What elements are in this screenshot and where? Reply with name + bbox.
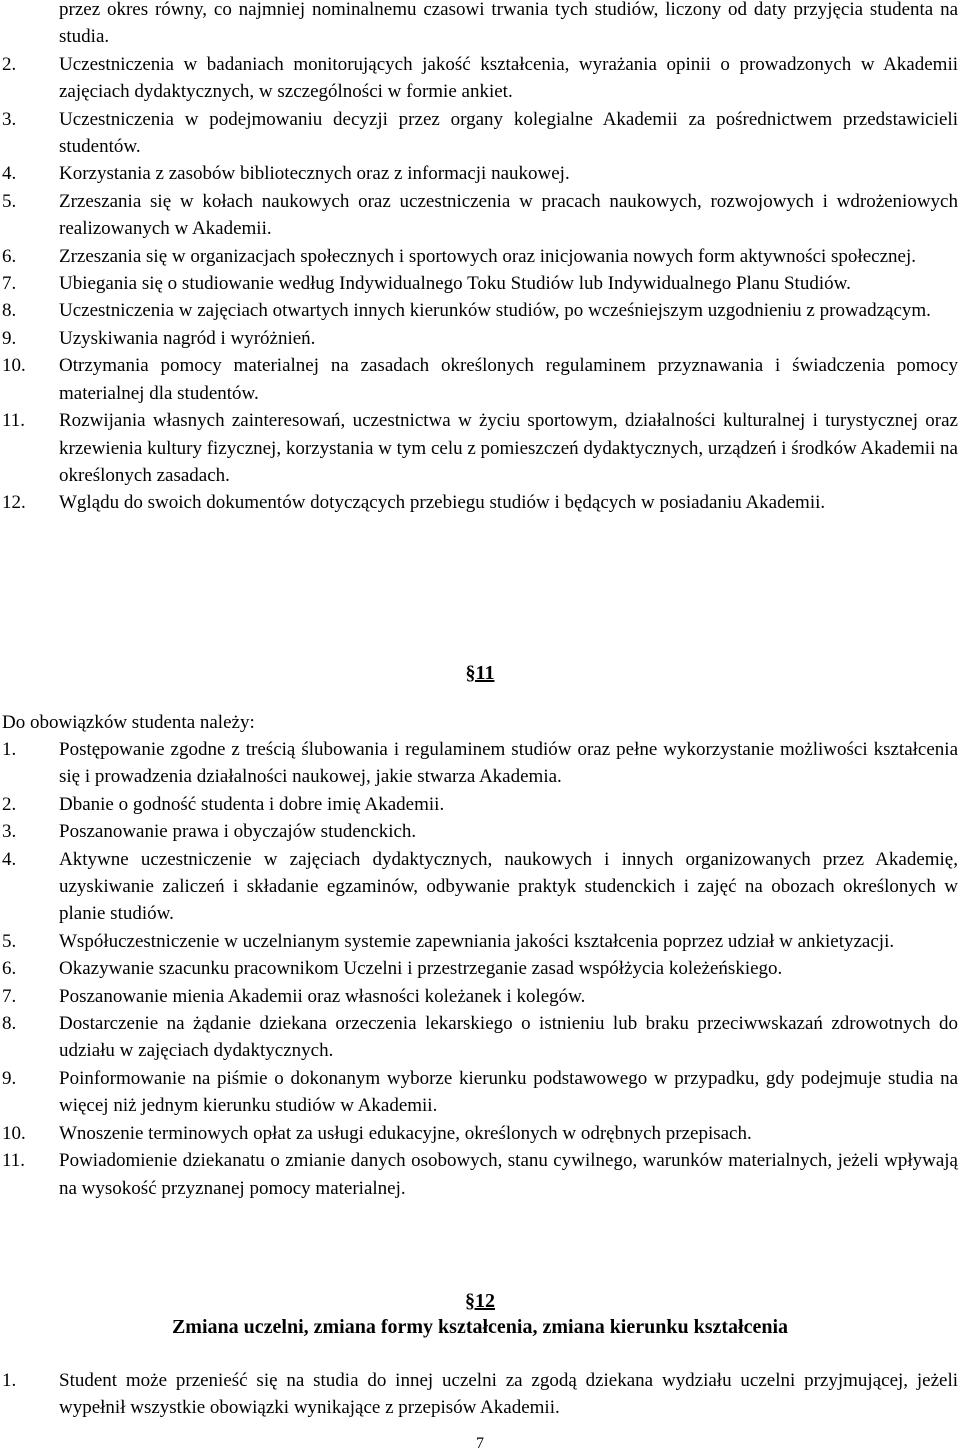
item-text: Student może przenieść się na studia do innej uczelni za zgodą dziekana wydziału uczelni przyjmującej, jeżeli wypełnił wszystkie obowiązki wynikające z przepisów Akademii. bbox=[59, 1370, 958, 1419]
list-item bbox=[0, 489, 958, 516]
item-number: 2. bbox=[2, 793, 17, 815]
item-number: 8. bbox=[2, 300, 17, 322]
list-item bbox=[0, 297, 958, 324]
item-text: Wnoszenie terminowych opłat za usługi edukacyjne, określonych w odrębnych przepisach. bbox=[59, 1122, 752, 1144]
list-item bbox=[0, 352, 958, 407]
list-item bbox=[0, 846, 958, 928]
section-title: Zmiana uczelni, zmiana formy kształcenia, zmiana kierunku kształcenia bbox=[171, 1316, 789, 1338]
item-text: Zrzeszania się w kołach naukowych oraz uczestniczenia w pracach naukowych, rozwojowych i wdrożeniowych realizowanych w Akademii. bbox=[59, 190, 958, 240]
item-text: Otrzymania pomocy materialnej na zasadach określonych regulaminem przyznawania i świadczenia pomocy materialnej dla studentów. bbox=[59, 355, 958, 404]
item-number: 10. bbox=[2, 355, 26, 377]
item-number: 10. bbox=[2, 1122, 26, 1144]
section-heading-11 bbox=[0, 661, 960, 685]
item-text: Poinformowanie na piśmie o dokonanym wyborze kierunku podstawowego w przypadku, gdy podejmuje studia na więcej niż jednym kierunku studiów w Akademii. bbox=[59, 1067, 958, 1117]
item-text: Uzyskiwania nagród i wyróżnień. bbox=[59, 327, 316, 349]
item-text: Uczestniczenia w podejmowaniu decyzji przez organy kolegialne Akademii za pośrednictwem przedstawicieli studentów. bbox=[59, 108, 958, 158]
list-item bbox=[0, 736, 958, 791]
list-item bbox=[0, 818, 958, 845]
item-text: Poszanowanie mienia Akademii oraz własności koleżanek i kolegów. bbox=[59, 985, 586, 1007]
item-number: 11. bbox=[2, 410, 26, 432]
item-text: Rozwijania własnych zainteresowań, uczestnictwa w życiu sportowym, działalności kulturalnej i turystycznej oraz krzewienia kultury fizycznej, korzystania w tym celu z pomieszczeń dydaktycznych, urządzeń i środków Akademii na określonych zasadach. bbox=[59, 410, 958, 486]
item-number: 1. bbox=[2, 1370, 17, 1391]
item-text: Korzystania z zasobów bibliotecznych oraz z informacji naukowej. bbox=[59, 163, 570, 185]
item-text: Okazywanie szacunku pracownikom Uczelni i przestrzeganie zasad współżycia koleżeńskiego. bbox=[59, 958, 783, 980]
list-item bbox=[0, 325, 958, 352]
list-item bbox=[0, 188, 958, 243]
list-item bbox=[0, 1147, 958, 1202]
list-item bbox=[0, 243, 958, 270]
item-number: 8. bbox=[2, 1013, 17, 1035]
item-number: 6. bbox=[2, 958, 17, 980]
item-number: 9. bbox=[2, 1067, 17, 1089]
transfer-list bbox=[0, 1367, 958, 1422]
list-item bbox=[0, 407, 958, 489]
item-text: Postępowanie zgodne z treścią ślubowania i regulaminem studiów oraz pełne wykorzystanie możliwości kształcenia się i prowadzenia działalności naukowej, jakie stwarza Akademia. bbox=[59, 739, 958, 788]
item-number: 1. bbox=[2, 739, 17, 760]
list-item bbox=[0, 983, 958, 1010]
page-number: 7 bbox=[476, 1435, 484, 1452]
item-number: 4. bbox=[2, 163, 17, 185]
list-item bbox=[0, 1065, 958, 1120]
section-number: 11 bbox=[475, 662, 495, 684]
item-number: 5. bbox=[2, 930, 17, 952]
list-item bbox=[0, 928, 958, 955]
list-item-continuation: przez okres równy, co najmniej nominalnemu czasowi trwania tych studiów, liczony od daty przyjęcia studenta na studia. bbox=[59, 0, 958, 48]
item-text: Dostarczenie na żądanie dziekana orzeczenia lekarskiego o istnieniu lub braku przeciwwskazań zdrowotnych do udziału w zajęciach dydaktycznych. bbox=[59, 1013, 958, 1062]
item-number: 7. bbox=[2, 273, 17, 295]
item-text: Ubiegania się o studiowanie według Indywidualnego Toku Studiów lub Indywidualnego Planu Studiów. bbox=[59, 273, 851, 295]
item-text: Poszanowanie prawa i obyczajów studenckich. bbox=[59, 821, 417, 843]
item-text: Uczestniczenia w zajęciach otwartych innych kierunków studiów, po wcześniejszym uzgodnieniu z prowadzącym. bbox=[59, 300, 931, 322]
item-number: 12. bbox=[2, 492, 26, 514]
item-text: Współuczestniczenie w uczelnianym systemie zapewniania jakości kształcenia poprzez udział w ankietyzacji. bbox=[59, 930, 895, 952]
item-number: 3. bbox=[2, 821, 17, 843]
list-item bbox=[0, 270, 958, 297]
section-symbol: § bbox=[465, 662, 476, 684]
list-item bbox=[0, 1010, 958, 1065]
item-number: 5. bbox=[2, 190, 17, 212]
list-item bbox=[0, 160, 958, 187]
item-number: 7. bbox=[2, 985, 17, 1007]
item-text: Powiadomienie dziekanatu o zmianie danych osobowych, stanu cywilnego, warunków materialnych, jeżeli wpływają na wysokość przyznanej pomocy materialnej. bbox=[59, 1150, 958, 1199]
item-number: 4. bbox=[2, 848, 17, 870]
item-number: 9. bbox=[2, 327, 17, 349]
list-item bbox=[0, 1367, 958, 1422]
item-text: Uczestniczenia w badaniach monitorujących jakość kształcenia, wyrażania opinii o prowadzonych w Akademii zajęciach dydaktycznych, w szczególności w formie ankiet. bbox=[59, 53, 958, 103]
duties-list bbox=[0, 736, 958, 1202]
section-number: 12 bbox=[475, 1290, 495, 1312]
item-number: 2. bbox=[2, 53, 17, 75]
item-number: 6. bbox=[2, 245, 17, 267]
item-text: Wglądu do swoich dokumentów dotyczących przebiegu studiów i będących w posiadaniu Akademii. bbox=[59, 492, 826, 514]
list-item bbox=[0, 955, 958, 982]
section-intro: Do obowiązków studenta należy: bbox=[2, 712, 255, 733]
item-number: 3. bbox=[2, 108, 17, 130]
list-item bbox=[0, 106, 958, 161]
item-text: Zrzeszania się w organizacjach społecznych i sportowych oraz inicjowania nowych form aktywności społecznej. bbox=[59, 245, 916, 267]
item-text: Aktywne uczestniczenie w zajęciach dydaktycznych, naukowych i innych organizowanych przez Akademię, uzyskiwanie zaliczeń i składanie egzaminów, odbywanie praktyk studenckich i zajęć na obozach określonych w planie studiów. bbox=[59, 848, 958, 925]
list-item bbox=[0, 51, 958, 106]
section-heading-12 bbox=[0, 1289, 960, 1313]
item-text: Dbanie o godność studenta i dobre imię Akademii. bbox=[59, 793, 445, 815]
list-item bbox=[0, 1120, 958, 1147]
rights-list bbox=[0, 0, 958, 517]
item-number: 11. bbox=[2, 1150, 26, 1172]
list-item bbox=[0, 791, 958, 818]
section-symbol: § bbox=[465, 1290, 475, 1312]
